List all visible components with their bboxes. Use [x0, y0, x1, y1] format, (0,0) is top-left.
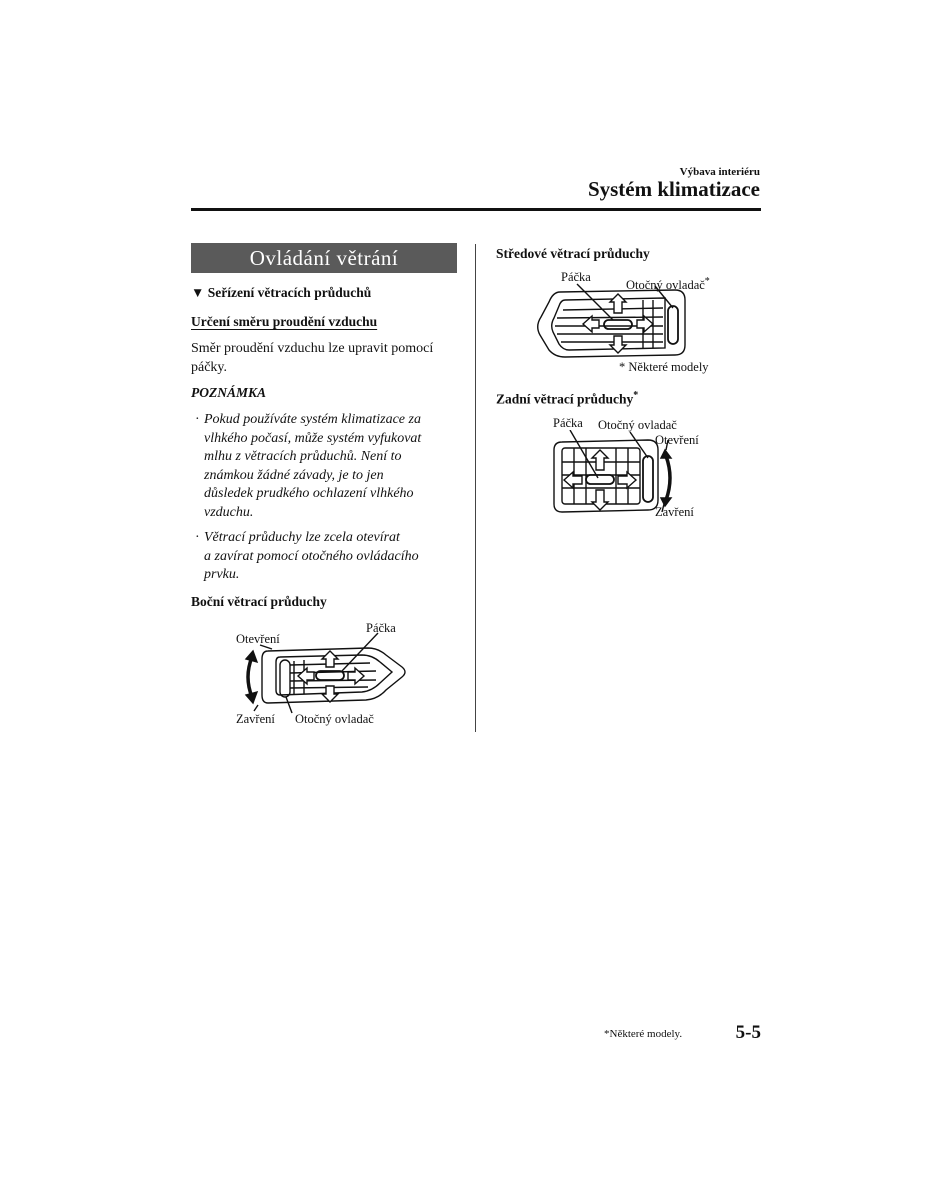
center-vents-title: Středové větrací průduchy: [496, 246, 650, 261]
note-line: prvku.: [204, 567, 240, 582]
side-vents-title: Boční větrací průduchy: [191, 594, 327, 609]
body-text: Směr proudění vzduchu lze upravit pomocí páčky.: [191, 341, 434, 375]
rear-lever-label: Páčka: [553, 416, 583, 430]
note-title: POZNÁMKA: [191, 385, 267, 400]
subheading: Určení směru proudění vzduchu: [191, 314, 378, 329]
side-open-label: Otevření: [236, 632, 280, 646]
note-line: Pokud používáte systém klimatizace za: [204, 412, 421, 427]
note-line: Větrací průduchy lze zcela otevírat: [204, 530, 400, 545]
page-title: Systém klimatizace: [587, 177, 760, 201]
center-lever-label: Páčka: [561, 270, 591, 284]
note-line: známkou žádné závady, je to jen: [204, 467, 384, 483]
note-line: vlhkého počasí, může systém vyfukovat: [204, 430, 422, 446]
bullet-dot: ·: [195, 530, 200, 545]
center-models-label: * Některé modely: [619, 360, 709, 374]
rear-vents-title-text: Zadní větrací průduchy: [496, 391, 634, 407]
column-divider: [475, 244, 476, 732]
center-knob-text: Otočný ovladač: [626, 278, 705, 293]
side-knob-label: Otočný ovladač: [295, 712, 374, 726]
section-title: Ovládání větrání: [249, 246, 399, 270]
side-lever-label: Páčka: [366, 621, 396, 635]
rear-vents-title: [496, 390, 638, 408]
rear-knob-label: Otočný ovladač: [598, 418, 677, 432]
note-bullet-2: [195, 529, 464, 585]
note-line: a zavírat pomocí otočného ovládacího: [204, 548, 419, 564]
note-line: mlhu z větracích průduchů. Není to: [204, 449, 402, 464]
center-knob-label: [626, 276, 710, 293]
note-line: důsledek prudkého ochlazení vlhkého: [204, 486, 414, 501]
rear-close-label: Zavření: [655, 505, 694, 519]
header-subsection: Výbava interiéru: [679, 166, 760, 178]
rear-vents-asterisk: *: [633, 390, 639, 401]
note-bullet-1: [195, 411, 464, 522]
rear-open-label: Otevření: [655, 433, 699, 447]
note-line: vzduchu.: [204, 504, 254, 520]
bullet-dot: ·: [195, 412, 200, 427]
page-number: 5-5: [735, 1022, 761, 1043]
section-title-box: [191, 243, 457, 273]
center-knob-asterisk: *: [704, 276, 710, 287]
footer-note: *Některé modely.: [604, 1028, 683, 1040]
section-heading: ▼ Seřízení větracích průduchů: [191, 285, 372, 300]
header-rule: [191, 208, 761, 211]
side-close-label: Zavření: [236, 712, 275, 726]
